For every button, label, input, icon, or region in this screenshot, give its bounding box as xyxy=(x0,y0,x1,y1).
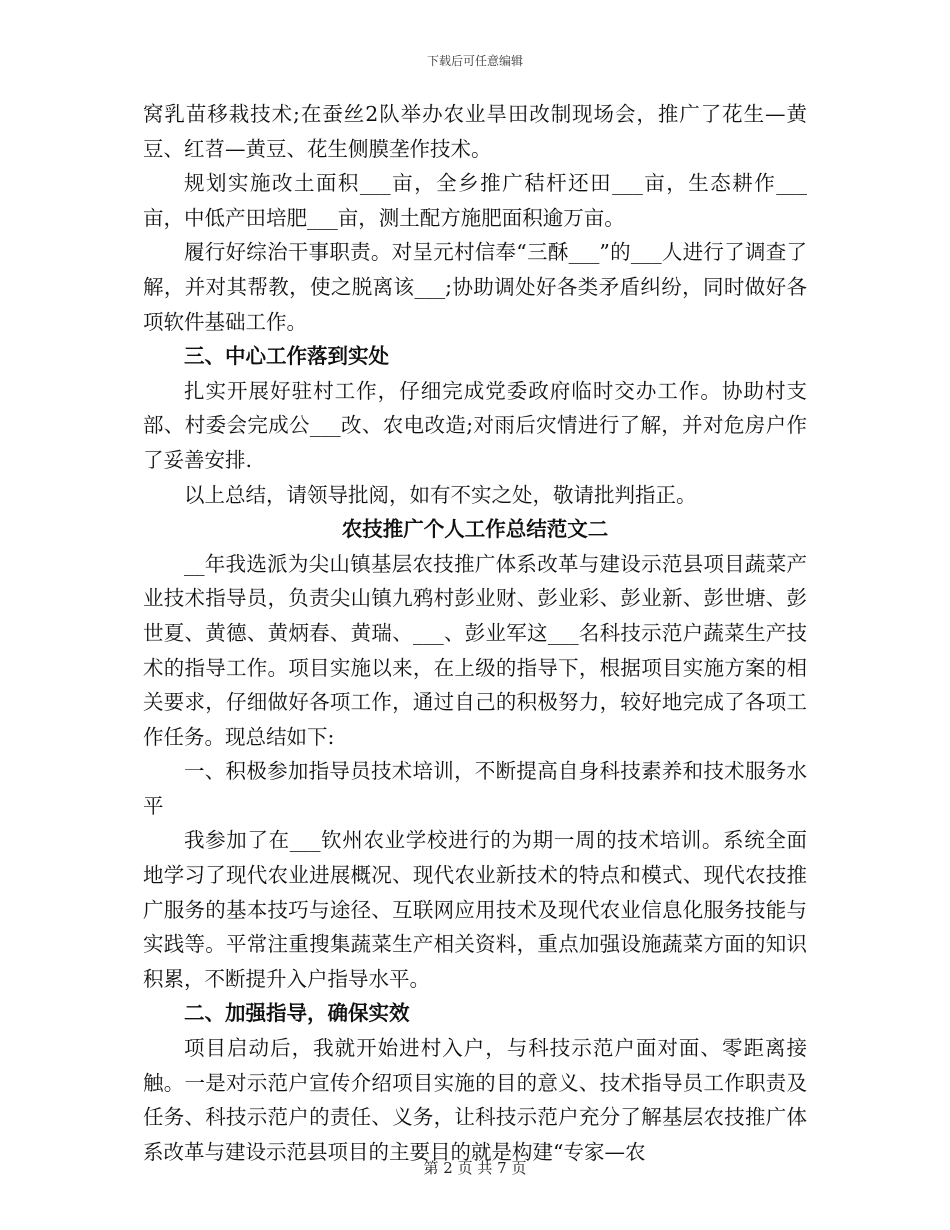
page-header: 下载后可任意编辑 xyxy=(426,54,523,68)
paragraph: 我参加了在___钦州农业学校进行的为期一周的技术培训。系统全面地学习了现代农业进展概况、现代农业新技术的特点和模式、现代农技推广服务的基本技巧与途径、互联网应用技术及现代农业信息化服务技能与实践等。平常注重搜集蔬菜生产相关资料，重点加强设施蔬菜方面的知识积累，不断提升入户指导水平。 xyxy=(143,828,807,991)
paragraph: 履行好综治干事职责。对呈元村信奉“三酥___”的___人进行了调查了解，并对其帮教，使之脱离该___;协助调处好各类矛盾纠纷，同时做好各项软件基础工作。 xyxy=(143,240,807,334)
page-number: 第 2 页 共 7 页 xyxy=(423,1159,527,1177)
paragraph: 以上总结，请领导批阅，如有不实之处，敬请批判指正。 xyxy=(184,482,697,507)
section-heading: 二、加强指导，确保实效 xyxy=(184,1001,410,1026)
paragraph: 规划实施改土面积___亩，全乡推广秸杆还田___亩，生态耕作___亩，中低产田培肥___亩，测土配方施肥面积逾万亩。 xyxy=(143,171,807,230)
section-heading: 三、中心工作落到实处 xyxy=(184,344,389,369)
paragraph: 一、积极参加指导员技术培训，不断提高自身科技素养和技术服务水平 xyxy=(143,759,807,818)
paragraph: __年我选派为尖山镇基层农技推广体系改革与建设示范县项目蔬菜产业技术指导员，负责尖山镇九鸦村彭业财、彭业彩、彭业新、彭世塘、彭世夏、黄德、黄炳春、黄瑞、___、彭业军这___名科技示范户蔬菜生产技术的指导工作。项目实施以来，在上级的指导下，根据项目实施方案的相关要求，仔细做好各项工作，通过自己的积极努力，较好地完成了各项工作任务。现总结如下: xyxy=(143,551,807,749)
document-title: 农技推广个人工作总结范文二 xyxy=(341,517,609,542)
paragraph: 项目启动后，我就开始进村入户，与科技示范户面对面、零距离接触。一是对示范户宣传介绍项目实施的目的意义、技术指导员工作职责及任务、科技示范户的责任、义务，让科技示范户充分了解基层农技推广体系改革与建设示范县项目的主要目的就是构建“专家—农 xyxy=(143,1036,807,1164)
paragraph: 窝乳苗移栽技术;在蚕丝2队举办农业旱田改制现场会，推广了花生—黄豆、红苕—黄豆、花生侧膜垄作技术。 xyxy=(143,102,807,161)
document-body xyxy=(143,97,807,1169)
paragraph: 扎实开展好驻村工作，仔细完成党委政府临时交办工作。协助村支部、村委会完成公___改、农电改造;对雨后灾情进行了解，并对危房户作了妥善安排. xyxy=(143,378,807,472)
